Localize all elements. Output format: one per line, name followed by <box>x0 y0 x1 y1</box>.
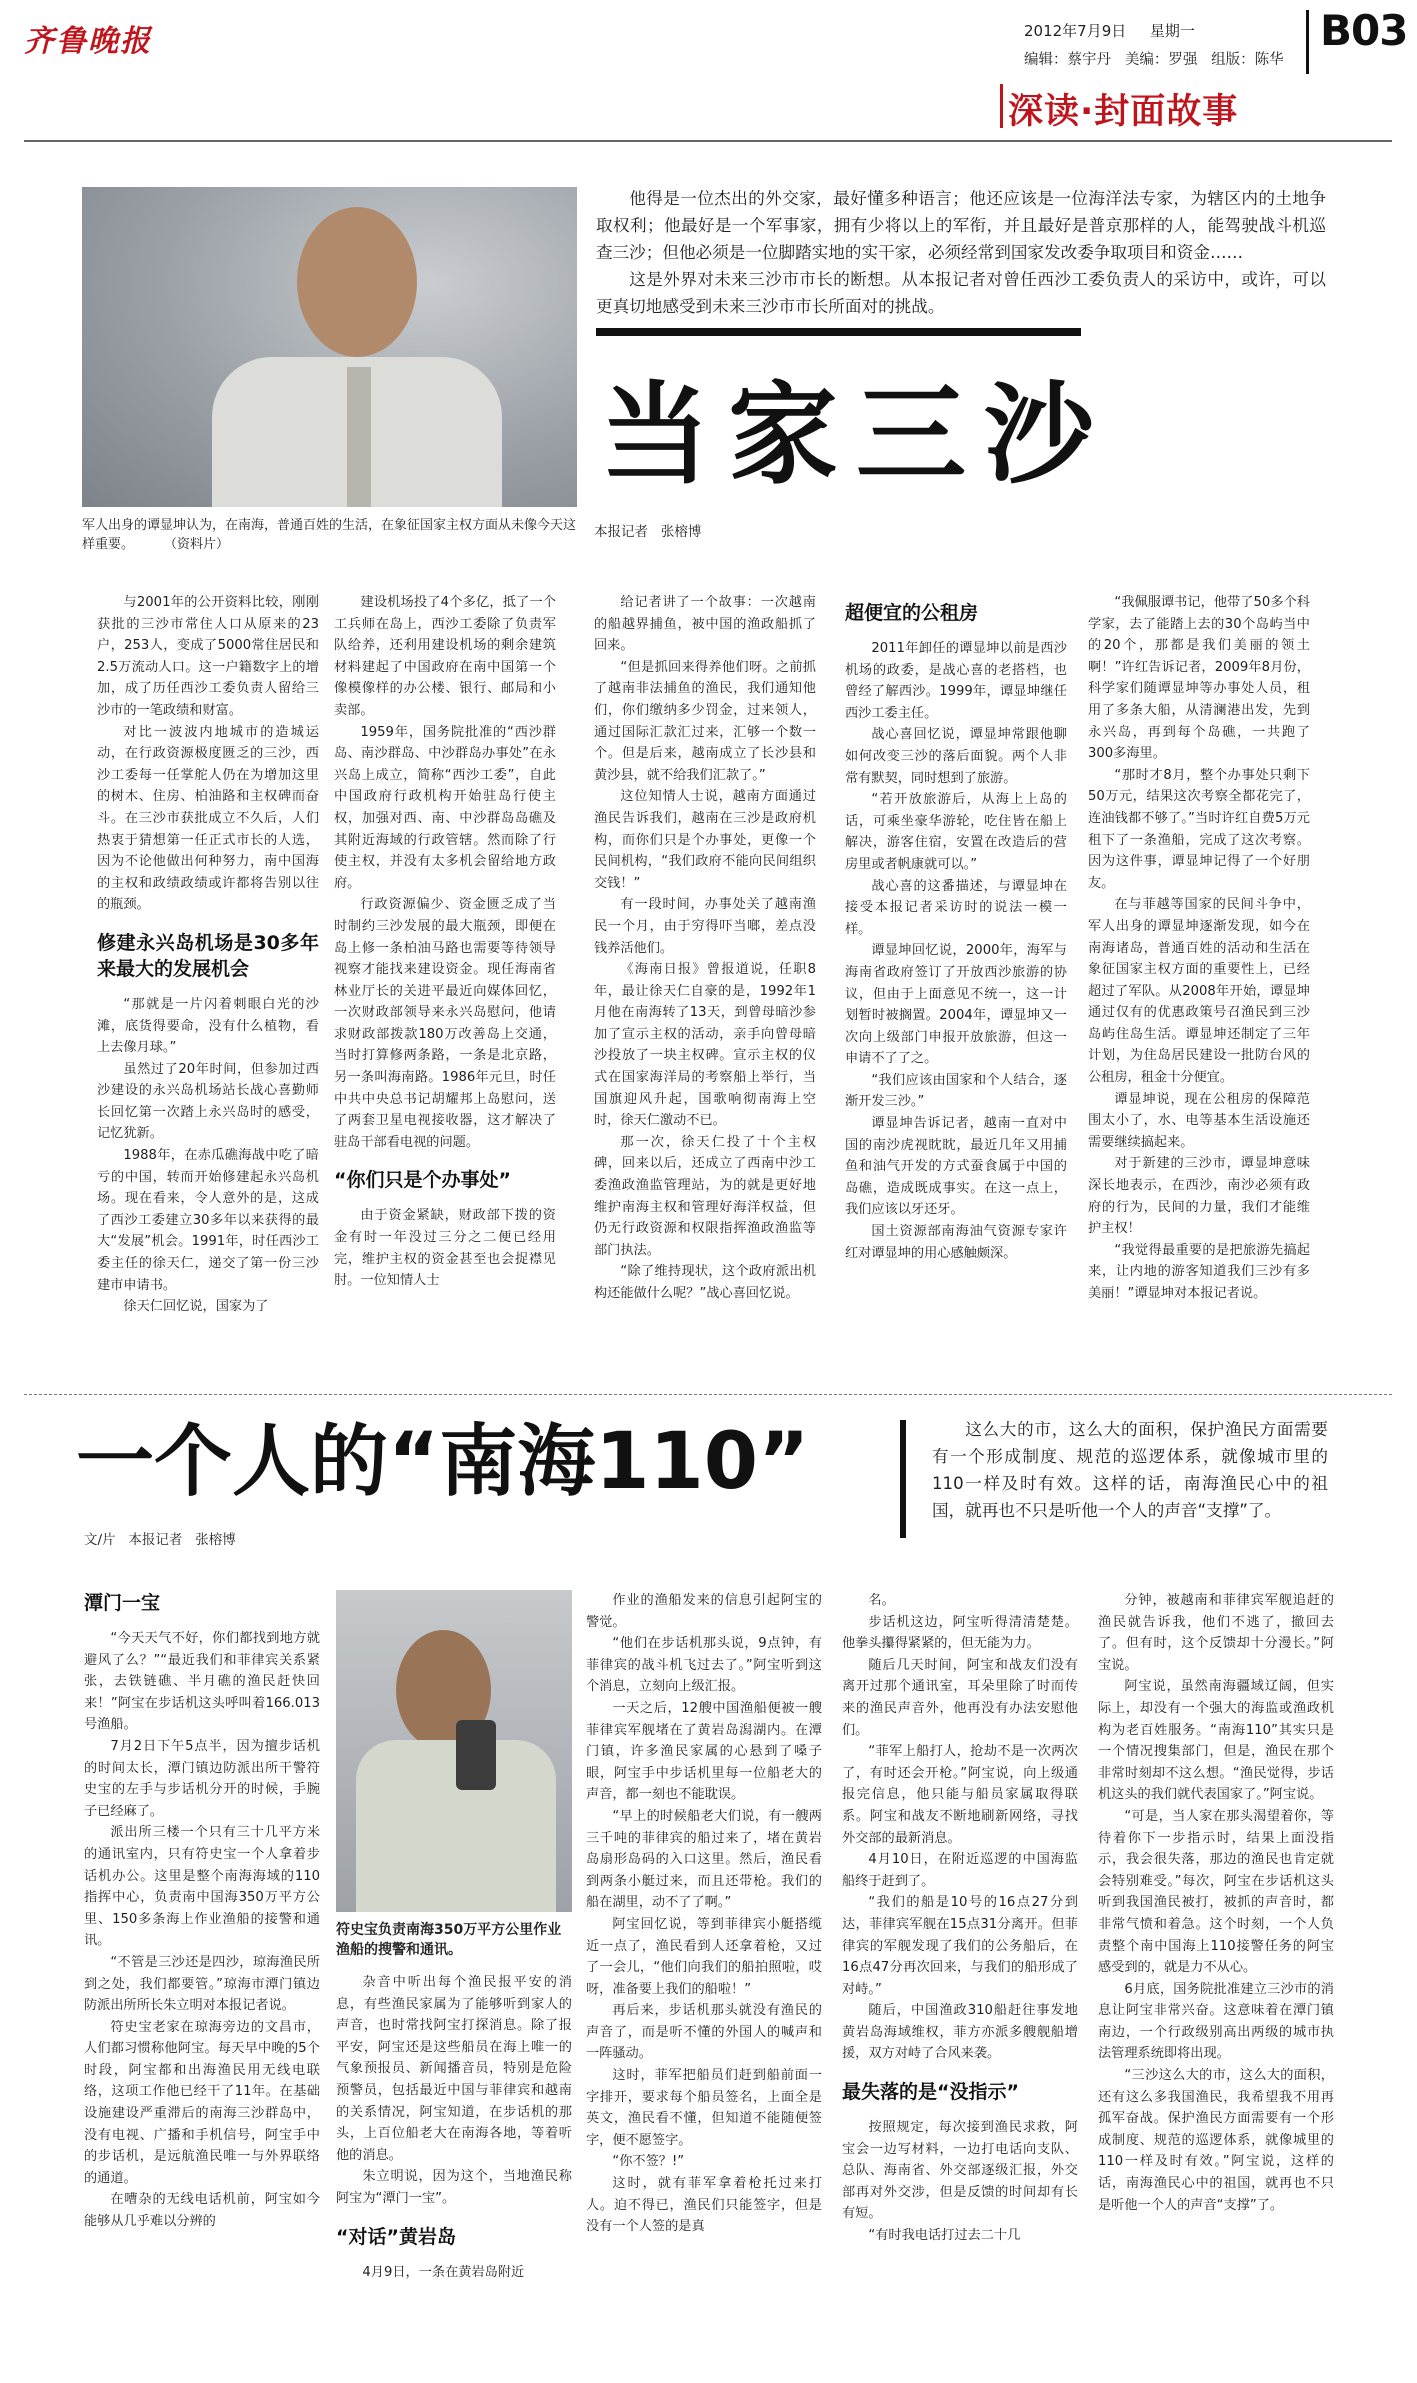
story2-byline: 文/片 本报记者 张榕博 <box>84 1532 236 1548</box>
story1-intro-p1: 他得是一位杰出的外交家，最好懂多种语言；他还应该是一位海洋法专家，为辖区内的土地争取权利；他最好是一个军事家，拥有少将以上的军衔，并且最好是普京那样的人，能驾驶战斗机巡查三沙；但他必须是一位脚踏实地的实干家，必须经常到国家发改委争取项目和资金…… <box>596 189 1326 262</box>
paragraph: “他们在步话机那头说，9点钟，有菲律宾的战斗机飞过去了。”阿宝听到这个消息，立刻向上级汇报。 <box>586 1636 822 1695</box>
subhead-airport: 修建永兴岛机场是30多年来最大的发展机会 <box>97 931 319 980</box>
subhead-dialogue: “对话”黄岩岛 <box>336 2225 456 2248</box>
paragraph: 作业的渔船发来的信息引起阿宝的警觉。 <box>586 1593 822 1630</box>
paragraph: 国土资源部南海油气资源专家许红对谭显坤的用心感触颇深。 <box>845 1224 1067 1261</box>
paragraph: 再后来，步话机那头就没有渔民的声音了，而是听不懂的外国人的喊声和一阵骚动。 <box>586 2003 822 2062</box>
paragraph: “早上的时候船老大们说，有一艘两三千吨的菲律宾的船过来了，堵在黄岩岛扇形岛码的入口这里。然后，渔民看到两条小艇过来，而且还带枪。我们的船在湖里，动不了了啊。” <box>586 1808 822 1911</box>
story1-column-5 <box>1088 592 1310 1374</box>
subhead-office: “你们只是个办事处” <box>334 1169 511 1192</box>
paragraph: 谭显坤告诉记者，越南一直对中国的南沙虎视眈眈，最近几年又用捕鱼和油气开发的方式蚕食属于中国的岛礁，造成既成事实。在这一点上，我们应该以牙还牙。 <box>845 1116 1067 1218</box>
story2-column-3 <box>586 1590 822 2370</box>
paragraph: “我们应该由国家和个人结合，逐渐开发三沙。” <box>845 1072 1067 1110</box>
paragraph: “我佩服谭书记，他带了50多个科学家，去了能踏上去的30个岛屿当中的20个，那都是我们美丽的领土啊！”许红告诉记者，2009年8月份，科学家们随谭显坤等办事处人员，租用了多条大船，从清澜港出发，先到永兴岛，再到每个岛礁，一共跑了300多海里。 <box>1088 595 1310 762</box>
story2-intro: 这么大的市，这么大的面积，保护渔民方面需要有一个形成制度、规范的巡逻体系，就像城市里的110一样及时有效。这样的话，南海渔民心中的祖国，就再也不只是听他一个人的声音“支撑”了。 <box>932 1420 1328 1520</box>
paragraph: “我们的船是10号的16点27分到达，菲律宾军舰在15点31分离开。但菲律宾的军舰发现了我们的公务船后，在16点47分再次回来，与我们的船形成了对峙。” <box>842 1895 1078 1997</box>
story2-column-4 <box>842 1590 1078 2370</box>
paragraph: 建设机场投了4个多亿，抵了一个工兵师在岛上，西沙工委除了负责军队给养，还利用建设机场的剩余建筑材料建起了中国政府在南中国第一个像模像样的办公楼、银行、邮局和小卖部。 <box>334 595 556 718</box>
paragraph: 1959年，国务院批准的“西沙群岛、南沙群岛、中沙群岛办事处”在永兴岛上成立，简称“西沙工委”，自此中国政府行政机构开始驻岛行使主权，加强对西、南、中沙群岛岛礁及其附近海域的行政管辖。然而除了行使主权，并没有太多机会留给地方政府。 <box>334 724 556 891</box>
paragraph: “那就是一片闪着刺眼白光的沙滩，底货得要命，没有什么植物，看上去像月球。” <box>97 996 319 1056</box>
paragraph: “今天天气不好，你们都找到地方就避风了么？”“最近我们和菲律宾关系紧张，去铁链礁、半月礁的渔民赶快回来！”阿宝在步话机这头呼叫着166.013号渔船。 <box>84 1631 320 1733</box>
weekday: 星期一 <box>1149 22 1195 40</box>
subhead-tanmen: 潭门一宝 <box>84 1592 161 1614</box>
paragraph: 战心喜回忆说，谭显坤常跟他聊如何改变三沙的落后面貌。两个人非常有默契，同时想到了旅游。 <box>845 727 1067 786</box>
paragraph: 这时，菲军把船员们赶到船前面一字排开，要求每个船员签名，上面全是英文，渔民看不懂，但知道不能随便签字，便不愿签字。 <box>586 2068 822 2148</box>
paragraph: 行政资源偏少、资金匮乏成了当时制约三沙发展的最大瓶颈，即便在岛上修一条柏油马路也需要等待领导视察才能找来建设资金。现任海南省林业厅长的关进平最近向媒体回忆，一次财政部领导来永兴岛慰问，他请求财政部拨款180万改善岛上交通，当时打算修两条路，一条是北京路，另一条叫海南路。1986年元旦，时任中共中央总书记胡耀邦上岛慰问，送了两套卫星电视接收器，这才解决了驻岛干部看电视的问题。 <box>334 897 556 1150</box>
paragraph: 这时，就有菲军拿着枪托过来打人。迫不得已，渔民们只能签字，但是没有一个人签的是真 <box>586 2176 822 2235</box>
paragraph: “你不签？!” <box>612 2154 685 2170</box>
subhead-housing: 超便宜的公租房 <box>845 602 979 624</box>
story1-intro-p2: 这是外界对未来三沙市市长的断想。从本报记者对曾任西沙工委负责人的采访中，或许，可以更真切地感受到未来三沙市市长所面对的挑战。 <box>596 270 1326 316</box>
paragraph: 由于资金紧缺，财政部下拨的资金有时一年没过三分之二便已经用完，维护主权的资金甚至也会捉襟见肘。一位知情人士 <box>334 1208 556 1289</box>
story2-column-2 <box>336 1972 572 2372</box>
paragraph: 与2001年的公开资料比较，刚刚获批的三沙市常住人口从原来的23户，253人，变成了5000常住居民和2.5万流动人口。这一户籍数字上的增加，成了历任西沙工委负责人留给三沙市的一笔政绩和财富。 <box>97 595 319 718</box>
paragraph: “那时才8月，整个办事处只剩下50万元，结果这次考察全都花完了，连油钱都不够了。”当时许红自费5万元租下了一条渔船，完成了这次考察。因为这件事，谭显坤记得了一个好朋友。 <box>1088 767 1310 891</box>
editor-line: 编辑：蔡宇丹 美编：罗强 组版：陈华 <box>1024 52 1284 68</box>
story1-intro-rule <box>596 328 1081 336</box>
paragraph: 有一段时间，办事处关了越南渔民一个月，由于穷得吓当啷，差点没钱养活他们。 <box>594 897 816 956</box>
header-rule <box>24 140 1392 142</box>
paragraph: 7月2日下午5点半，因为擅步话机的时间太长，潭门镇边防派出所干警符史宝的左手与步话机分开的时候，手腕子已经麻了。 <box>84 1738 320 1819</box>
story-divider <box>24 1394 1392 1395</box>
paragraph: 谭显坤回忆说，2000年，海军与海南省政府签订了开放西沙旅游的协议，但由于上面意见不统一，这一计划暂时被搁置。2004年，谭显坤又一次向上级部门申报开放旅游，但这一申请不了了之。 <box>845 943 1067 1067</box>
paragraph: 对于新建的三沙市，谭显坤意味深长地表示，在西沙，南沙必须有政府的行为，民间的力量，我们才能维护主权！ <box>1088 1156 1310 1237</box>
paragraph: 谭显坤说，现在公租房的保障范围太小了，水、电等基本生活设施还需要继续搞起来。 <box>1088 1091 1310 1150</box>
paragraph: “不管是三沙还是四沙，琼海渔民所到之处，我们都要管。”琼海市潭门镇边防派出所所长朱立明对本报记者说。 <box>84 1954 320 2014</box>
paragraph: 虽然过了20年时间，但参加过西沙建设的永兴岛机场站长战心喜勤师长回忆第一次踏上永兴岛时的感受，记忆犹新。 <box>97 1061 319 1142</box>
date: 2012年7月9日 <box>1024 22 1127 40</box>
paragraph: 4月10日，在附近巡逻的中国海监船终于赶到了。 <box>842 1852 1078 1889</box>
paragraph: “我觉得最重要的是把旅游先搞起来，让内地的游客知道我们三沙有多美丽！”谭显坤对本报记者说。 <box>1088 1242 1310 1301</box>
page-code-divider <box>1306 10 1309 74</box>
photo-caption-text: 军人出身的谭显坤认为，在南海，普通百姓的生活，在象征国家主权方面从未像今天这样重要。 <box>82 518 577 552</box>
story1-byline: 本报记者 张榕博 <box>594 524 702 540</box>
subhead-no-instruction: 最失落的是“没指示” <box>842 2081 1019 2104</box>
photo-person-head <box>297 207 417 357</box>
paragraph: “菲军上船打人，抢劫不是一次两次了，有时还会开枪。”阿宝说，向上级通报完信息，他只能与船员家属取得联系。阿宝和战友不断地刷新网络，寻找外交部的最新消息。 <box>842 1744 1078 1846</box>
photo-person-tie <box>347 367 371 507</box>
story1-column-4 <box>845 600 1067 1374</box>
story2-title: 一个人的“南海110” <box>76 1417 810 1507</box>
paragraph: 2011年卸任的谭显坤以前是西沙机场的政委，是战心喜的老搭档，也曾经了解西沙。1999年，谭显坤继任西沙工委主任。 <box>845 641 1067 721</box>
paragraph: 阿宝回忆说，等到菲律宾小艇搭缆近一点了，渔民看到人还拿着枪，又过了一会儿，“他们向我们的船拍照啦，哎呀，准备要上我们的船啦！” <box>586 1916 822 1997</box>
officer-photo <box>336 1590 572 1912</box>
paragraph: 符史宝老家在琼海旁边的文昌市，人们都习惯称他阿宝。每天早中晚的5个时段，阿宝都和出海渔民用无线电联络，这项工作他已经干了11年。在基础设施建设严重滞后的南海三沙群岛中，没有电视、广播和手机信号，阿宝手中的步话机，是远航渔民唯一与外界联络的通道。 <box>84 2019 320 2186</box>
paragraph: 阿宝说，虽然南海疆域辽阔，但实际上，却没有一个强大的海监或渔政机构为老百姓服务。“南海110”其实只是一个情况搜集部门，但是，渔民在那个非常时刻却不这么想。“渔民觉得，步话机这头的我们就代表国家了。”阿宝说。 <box>1098 1679 1334 1803</box>
paragraph: “可是，当人家在那头渴望着你，等待着你下一步指示时，结果上面没指示，我会很失落，那边的渔民也肯定就会特别难受。”每次，阿宝在步话机这头听到我国渔民被打，被抓的声音时，都非常气愤和着急。这个时刻，一个人负责整个南中国海上110接警任务的阿宝感受到的，就是力不从心。 <box>1098 1808 1334 1976</box>
paragraph: 徐天仁回忆说，国家为了 <box>123 1299 269 1315</box>
paragraph: 4月9日，一条在黄岩岛附近 <box>362 2264 525 2280</box>
paragraph: 《海南日报》曾报道说，任职8年，最让徐天仁自豪的是，1992年1月他在南海转了13天，到曾母暗沙参加了宣示主权的活动，亲手向曾母暗沙投放了一块主权碑。宣示主权的仪式在国家海洋局的考察船上举行，当国旗迎风升起，国歌响彻南海上空时，徐天仁激动不已。 <box>594 962 816 1129</box>
paragraph: 随后几天时间，阿宝和战友们没有离开过那个通讯室，耳朵里除了时而传来的渔民声音外，他再没有办法安慰他们。 <box>842 1657 1078 1738</box>
paragraph: 随后，中国渔政310船赶往事发地黄岩岛海域维权，菲方亦派多艘舰船增援，双方对峙了合风来袭。 <box>842 2003 1078 2062</box>
paragraph: “三沙这么大的市，这么大的面积，还有这么多我国渔民，我希望我不用再孤军奋战。保护渔民方面需要有一个形成制度、规范的巡逻体系，就像城里的110一样及时有效。”阿宝说，这样的话，南海渔民心中的祖国，就再也不只是听他一个人的声音“支撑”了。 <box>1098 2068 1334 2213</box>
story1-column-2 <box>334 592 556 1374</box>
paragraph: “有时我电话打过去二十几 <box>868 2228 1021 2244</box>
paragraph: 一天之后，12艘中国渔船便被一艘菲律宾军舰堵在了黄岩岛潟湖内。在潭门镇，许多渔民家属的心悬到了嗓子眼，阿宝手中步话机里每一位船老大的声音，都一刻也不能耽误。 <box>586 1700 822 1803</box>
paragraph: 战心喜的这番描述，与谭显坤在接受本报记者采访时的说法一模一样。 <box>845 878 1067 937</box>
story1-column-1 <box>97 592 319 1374</box>
officer-photo-caption: 符史宝负责南海350万平方公里作业渔船的搜警和通讯。 <box>336 1922 562 1958</box>
paragraph: 按照规定，每次接到渔民求救，阿宝会一边写材料，一边打电话向支队、总队、海南省、外交部逐级汇报，外交部再对外交涉，但是反馈的时间却有长有短。 <box>842 2120 1078 2222</box>
paragraph: 分钟，被越南和菲律宾军舰追赶的渔民就告诉我，他们不逃了，撤回去了。但有时，这个反馈却十分漫长。”阿宝说。 <box>1098 1593 1334 1673</box>
paragraph: 在与菲越等国家的民间斗争中，军人出身的谭显坤逐渐发现，如今在南海诸岛，普通百姓的活动和生活在象征国家主权方面的重要性上，已经超过了军队。从2008年开始，谭显坤通过仅有的优惠政策号召渔民到三沙岛屿住岛生活。谭显坤还制定了三年计划，为住岛居民建设一批防台风的公租房，租金十分便宜。 <box>1088 897 1310 1086</box>
story1-column-3 <box>594 592 816 1374</box>
photo-caption <box>82 516 577 554</box>
paragraph: 在嘈杂的无线电话机前，阿宝如今能够从几乎难以分辨的 <box>84 2192 320 2230</box>
paragraph: “若开放旅游后，从海上上岛的话，可乘坐豪华游轮，吃住皆在船上解决，游客住宿，安置在改造后的营房里或者帆康就可以。” <box>845 792 1067 872</box>
page-code: B03 <box>1320 6 1408 55</box>
photo-credit: （资料片） <box>164 537 230 552</box>
paragraph: 6月底，国务院批准建立三沙市的消息让阿宝非常兴奋。这意味着在潭门镇南边，一个行政级别高出两级的城市执法管理系统即将出现。 <box>1098 1981 1334 2062</box>
paragraph: 朱立明说，因为这个，当地渔民称阿宝为“潭门一宝”。 <box>336 2169 572 2206</box>
issue-date <box>1024 20 1195 41</box>
story1-intro <box>596 185 1326 320</box>
section-title: 深读·封面故事 <box>1008 92 1239 132</box>
paragraph: 那一次，徐天仁投了十个主权碑，回来以后，还成立了西南中沙工委渔政渔监管理站，为的就是更好地维护南海主权和管理好海洋权益，但仍无行政资源和权限指挥渔政渔监等部门执法。 <box>594 1134 816 1258</box>
story2-column-1 <box>84 1590 320 2370</box>
story2-intro-rule <box>900 1420 906 1538</box>
paragraph: 步话机这边，阿宝听得清清楚楚。他拳头攥得紧紧的，但无能为力。 <box>842 1614 1078 1652</box>
newspaper-logo: 齐鲁晚报 <box>24 24 152 59</box>
paragraph: 给记者讲了一个故事：一次越南的船越界捕鱼，被中国的渔政船抓了回来。 <box>594 595 816 654</box>
paragraph: 派出所三楼一个只有三十几平方米的通讯室内，只有符史宝一个人拿着步话机办公。这里是整个南海海域的110指挥中心，负责南中国海350万平方公里、150多条海上作业渔船的接警和通讯。 <box>84 1825 320 1949</box>
photo-radio <box>456 1720 496 1790</box>
paragraph: 对比一波波内地城市的造城运动，在行政资源极度匮乏的三沙，西沙工委每一任掌舵人仍在为增加这里的树木、住房、柏油路和主权碑而奋斗。在三沙市获批成立不久后，人们热衷于猜想第一任正式市长的人选，因为不论他做出何种努力，南中国海的主权和政绩政绩或许都将告别以往的瓶颈。 <box>97 724 319 913</box>
paragraph: 这位知情人士说，越南方面通过渔民告诉我们，越南在三沙是政府机构，而你们只是个办事处，更像一个民间机构，“我们政府不能向民间组织交钱！” <box>594 789 816 891</box>
story1-title: 当家三沙 <box>600 371 1112 499</box>
section-title-rule <box>1000 84 1003 128</box>
paragraph: 名。 <box>868 1593 895 1608</box>
story2-column-5 <box>1098 1590 1334 2370</box>
portrait-photo <box>82 187 577 507</box>
paragraph: 1988年，在赤瓜礁海战中吃了暗亏的中国，转而开始修建起永兴岛机场。现在看来，令人意外的是，这成了西沙工委建立30多年以来获得的最大“发展”机会。1991年，时任西沙工委主任的徐天仁，递交了第一份三沙建市申请书。 <box>97 1148 319 1293</box>
paragraph: “除了维持现状，这个政府派出机构还能做什么呢？”战心喜回忆说。 <box>594 1264 816 1301</box>
paragraph: “但是抓回来得养他们呀。之前抓了越南非法捕鱼的渔民，我们通知他们，你们缴纳多少罚金，过来领人，通过国际汇款汇过来，汇够一个数一个。但是后来，越南成立了长沙县和黄沙县，就不给我们汇款了。” <box>594 659 816 783</box>
paragraph: 杂音中听出每个渔民报平安的消息，有些渔民家属为了能够听到家人的声音，也时常找阿宝打探消息。除了报平安，阿宝还是这些船员在海上唯一的气象预报员、新闻播音员，特别是危险预警员，包括最近中国与菲律宾和越南的关系情况，阿宝知道，在步话机的那头，上百位船老大在南海各地，等着听他的消息。 <box>336 1975 572 2163</box>
